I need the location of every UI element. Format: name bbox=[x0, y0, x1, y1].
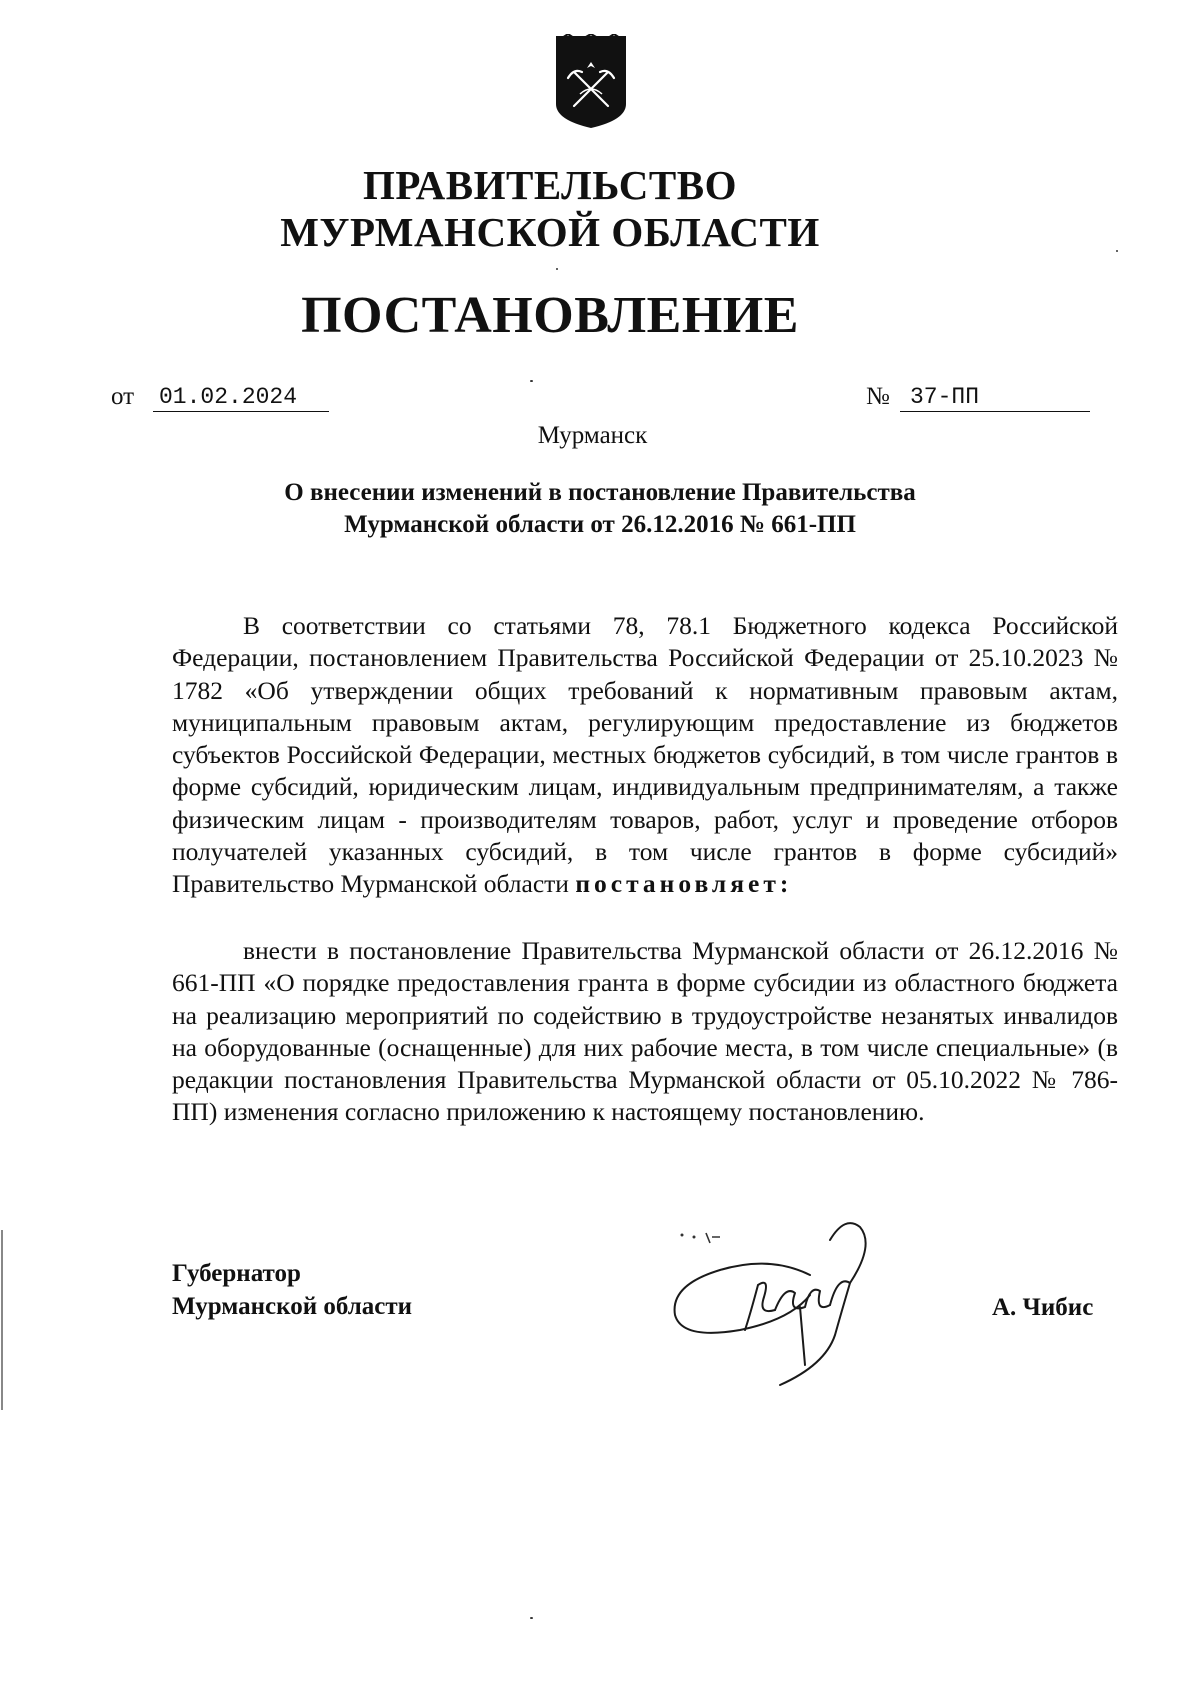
subject-line1: О внесении изменений в постановление Правительства bbox=[284, 479, 916, 506]
document-date: 01.02.2024 bbox=[153, 383, 329, 412]
preamble-text: В соответствии со статьями 78, 78.1 Бюджетного кодекса Российской Федерации, постановлением Правительства Российской Федерации от 25.10.2023 № 1782 «Об утверждении общих требований к нормативным правовым актам, муниципальным правовым актам, регулирующим предоставление из бюджетов субъектов Российской Федерации, местных бюджетов субсидий, в том числе грантов в форме субсидий, юридическим лицам, индивидуальным предпринимателям, а также физическим лицам - производителям товаров, работ, услуг и проведение отборов получателей указанных субсидий, в том числе грантов в форме субсидий» Правительство Мурманской области bbox=[172, 611, 1118, 899]
preamble-paragraph bbox=[172, 610, 1118, 901]
operative-paragraph: внести в постановление Правительства Мурманской области от 26.12.2016 № 661-ПП «О порядке предоставления гранта в форме субсидии из областного бюджета на реализацию мероприятий по содействию в трудоустройстве незанятых инвалидов на оборудованные (оснащенные) для них рабочие места, в том числе специальные» (в редакции постановления Правительства Мурманской области от 05.10.2022 № 786-ПП) изменения согласно приложению к настоящему постановлению. bbox=[172, 936, 1118, 1127]
resolves-word: постановляет: bbox=[575, 869, 793, 899]
date-prefix: от bbox=[111, 383, 135, 410]
scan-speck bbox=[530, 1617, 533, 1619]
document-type: ПОСТАНОВЛЕНИЕ bbox=[301, 287, 799, 344]
government-title-line1: ПРАВИТЕЛЬСТВО bbox=[362, 162, 738, 208]
coat-of-arms-icon bbox=[554, 34, 628, 130]
number-prefix: № bbox=[866, 383, 890, 410]
scan-edge-line bbox=[1, 1230, 3, 1410]
signatory-name: А. Чибис bbox=[992, 1294, 1094, 1321]
city: Мурманск bbox=[537, 422, 648, 449]
scan-speck bbox=[556, 268, 558, 270]
signatory-position-line2: Мурманской области bbox=[172, 1293, 413, 1320]
subject-line2: Мурманской области от 26.12.2016 № 661-ПП bbox=[344, 511, 856, 538]
scan-speck bbox=[530, 380, 533, 382]
handwritten-signature bbox=[660, 1215, 920, 1390]
government-title-line2: МУРМАНСКОЙ ОБЛАСТИ bbox=[280, 209, 820, 255]
scan-speck bbox=[1116, 250, 1118, 252]
document-number: 37-ПП bbox=[900, 383, 1090, 412]
signatory-position-line1: Губернатор bbox=[172, 1260, 301, 1287]
date-number-row bbox=[0, 383, 1200, 413]
